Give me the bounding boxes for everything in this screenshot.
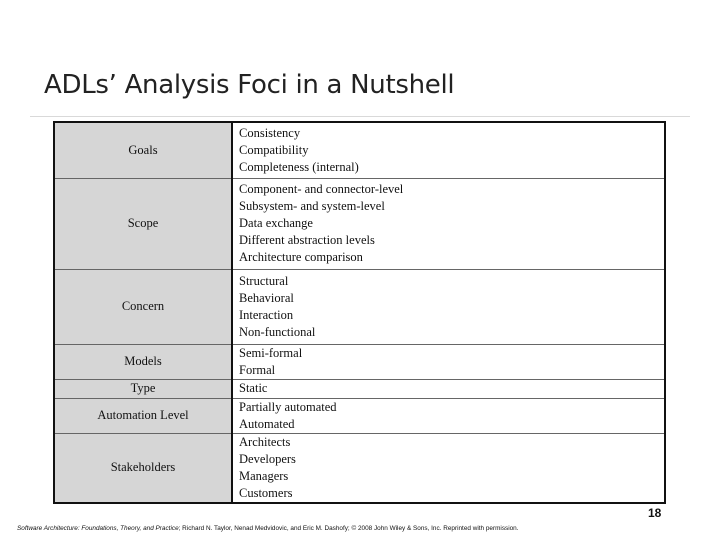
row-value-item: Semi-formal — [239, 345, 303, 360]
row-value-item: Architects — [239, 434, 291, 449]
row-label: Type — [54, 379, 232, 398]
row-value-item: Architecture comparison — [239, 250, 363, 264]
row-values — [232, 122, 665, 178]
slide-title: ADLs’ Analysis Foci in a Nutshell — [44, 70, 455, 100]
row-value-item: Formal — [239, 362, 276, 377]
row-label: Scope — [54, 178, 232, 269]
row-values — [232, 269, 665, 344]
table-row — [54, 178, 665, 269]
row-value-item: Interaction — [239, 307, 294, 322]
row-values — [232, 433, 665, 503]
table-row — [54, 398, 665, 433]
row-values — [232, 379, 665, 398]
table-row — [54, 379, 665, 398]
row-value-item: Automated — [239, 416, 295, 431]
row-value-item: Non-functional — [239, 324, 316, 339]
row-value-item: Behavioral — [239, 290, 294, 305]
table-row — [54, 344, 665, 379]
row-value-item: Data exchange — [239, 216, 313, 230]
row-value-item: Consistency — [239, 125, 301, 140]
row-values — [232, 398, 665, 433]
row-value-item: Subsystem- and system-level — [239, 199, 385, 213]
row-label: Models — [54, 344, 232, 379]
footer-book-title: Software Architecture: Foundations, Theory, and Practice — [17, 525, 179, 532]
row-value-item: Structural — [239, 273, 289, 288]
row-value-item: Different abstraction levels — [239, 233, 375, 247]
row-value-item: Compatibility — [239, 142, 309, 157]
footer-citation-text: ; Richard N. Taylor, Nenad Medvidovic, and Eric M. Dashofy; © 2008 John Wiley & Sons, Inc. Reprinted with permission. — [178, 525, 519, 532]
table-row — [54, 269, 665, 344]
page-number: 18 — [648, 506, 662, 520]
row-value-item: Component- and connector-level — [239, 182, 404, 196]
row-value-item: Managers — [239, 468, 289, 483]
row-label: Stakeholders — [54, 433, 232, 503]
table-row — [54, 122, 665, 178]
row-value-item: Partially automated — [239, 399, 337, 414]
table-row — [54, 433, 665, 503]
analysis-foci-table — [53, 121, 666, 504]
row-value-item: Developers — [239, 451, 296, 466]
footer-citation — [17, 525, 707, 532]
row-label: Concern — [54, 269, 232, 344]
row-values — [232, 344, 665, 379]
row-value-item: Customers — [239, 485, 293, 500]
row-values — [232, 178, 665, 269]
row-label: Automation Level — [54, 398, 232, 433]
row-value-item: Static — [239, 381, 268, 395]
title-divider — [30, 116, 690, 117]
analysis-foci-table-body — [54, 122, 665, 503]
row-label: Goals — [54, 122, 232, 178]
row-value-item: Completeness (internal) — [239, 159, 359, 174]
